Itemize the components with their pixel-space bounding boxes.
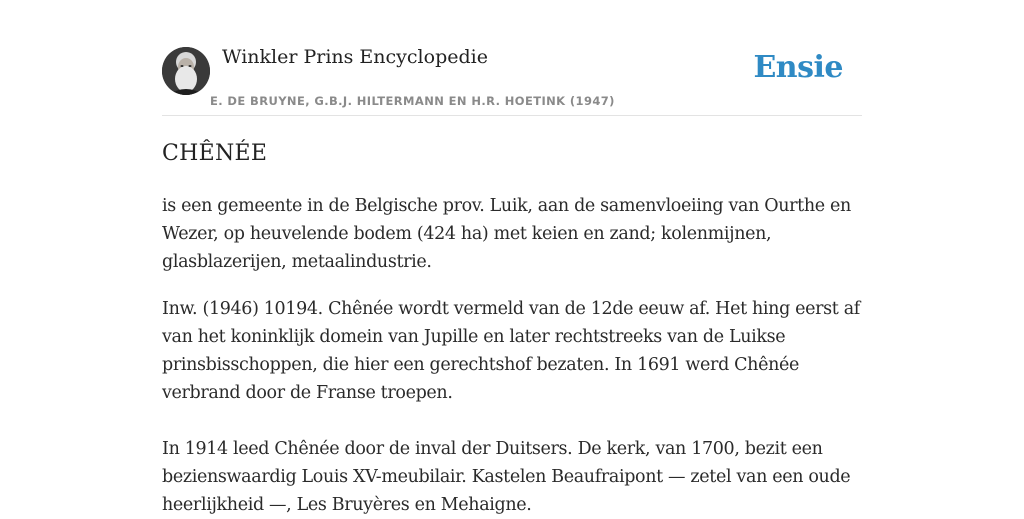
site-header [162, 0, 862, 116]
entry-paragraph-3: In 1914 leed Chênée door de inval der Duitsers. De kerk, van 1700, bezit een bezienswaardig Louis XV-meubilair. Kastelen Beaufraipont — zetel van een oude heerlijkheid —, Les Bruyères en Mehaigne. [162, 439, 851, 515]
site-title[interactable]: Winkler Prins Encyclopedie [222, 46, 488, 68]
portrait-image [162, 47, 210, 95]
entry-paragraph-1: is een gemeente in de Belgische prov. Luik, aan de samenvloeiing van Ourthe en Wezer, op heuvelende bodem (424 ha) met keien en zand; kolenmijnen, glasblazerijen, metaalindustrie. [162, 196, 851, 272]
site-authors: E. DE BRUYNE, G.B.J. HILTERMANN EN H.R. HOETINK (1947) [210, 94, 615, 108]
author-avatar[interactable] [162, 47, 210, 95]
brand-logo[interactable]: Ensie [753, 50, 843, 85]
entry-paragraph-2: Inw. (1946) 10194. Chênée wordt vermeld van de 12de eeuw af. Het hing eerst af van het koninklijk domein van Jupille en later rechtstreeks van de Luikse prinsbisschoppen, die hier een gerechtshof bezaten. In 1691 werd Chênée verbrand door de Franse troepen. [162, 299, 860, 403]
page [162, 0, 862, 515]
entry-title: CHÊNÉE [162, 141, 268, 166]
